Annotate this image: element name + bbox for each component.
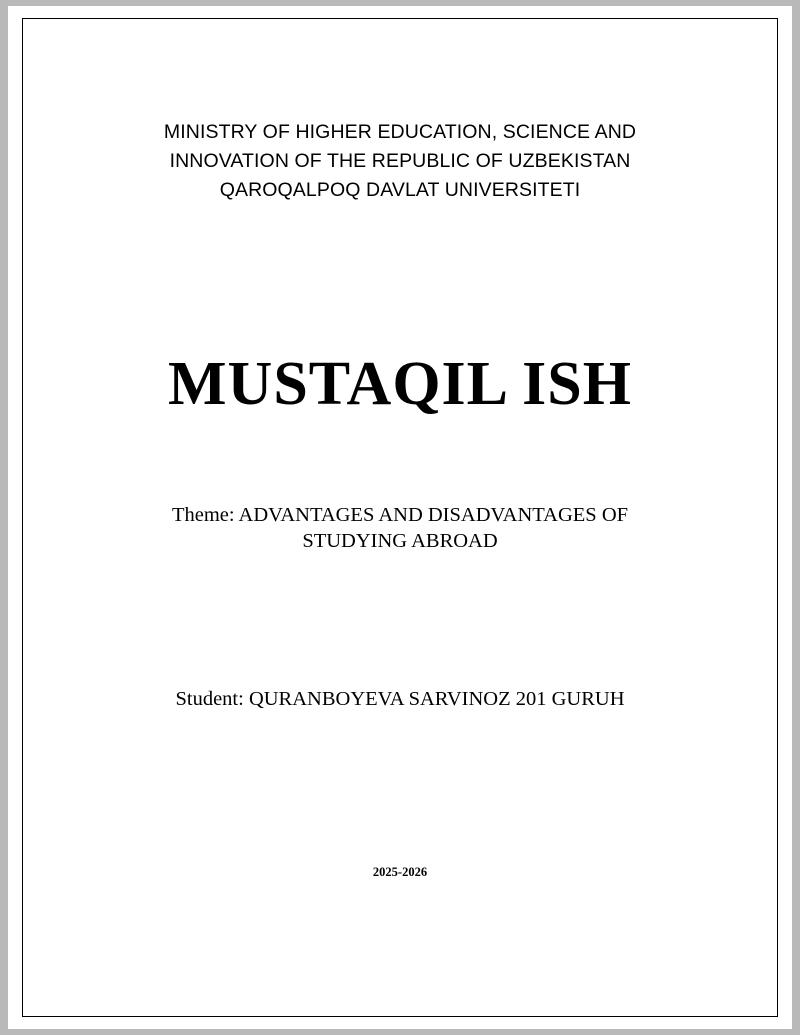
- document-page: [8, 6, 792, 1029]
- student-line: Student: QURANBOYEVA SARVINOZ 201 GURUH: [175, 688, 625, 710]
- ministry-heading-line-2: INNOVATION OF THE REPUBLIC OF UZBEKISTAN: [169, 150, 631, 172]
- ministry-heading: [98, 118, 702, 205]
- theme-line: Theme: ADVANTAGES AND DISADVANTAGES OF STUDYING ABROAD: [171, 504, 629, 552]
- ministry-heading-line-3: QAROQALPOQ DAVLAT UNIVERSITETI: [219, 179, 581, 201]
- academic-year: 2025-2026: [372, 865, 428, 879]
- page-title: MUSTAQIL ISH: [168, 350, 632, 418]
- page-content: [8, 6, 792, 1029]
- ministry-heading-line-1: MINISTRY OF HIGHER EDUCATION, SCIENCE AND: [163, 121, 637, 143]
